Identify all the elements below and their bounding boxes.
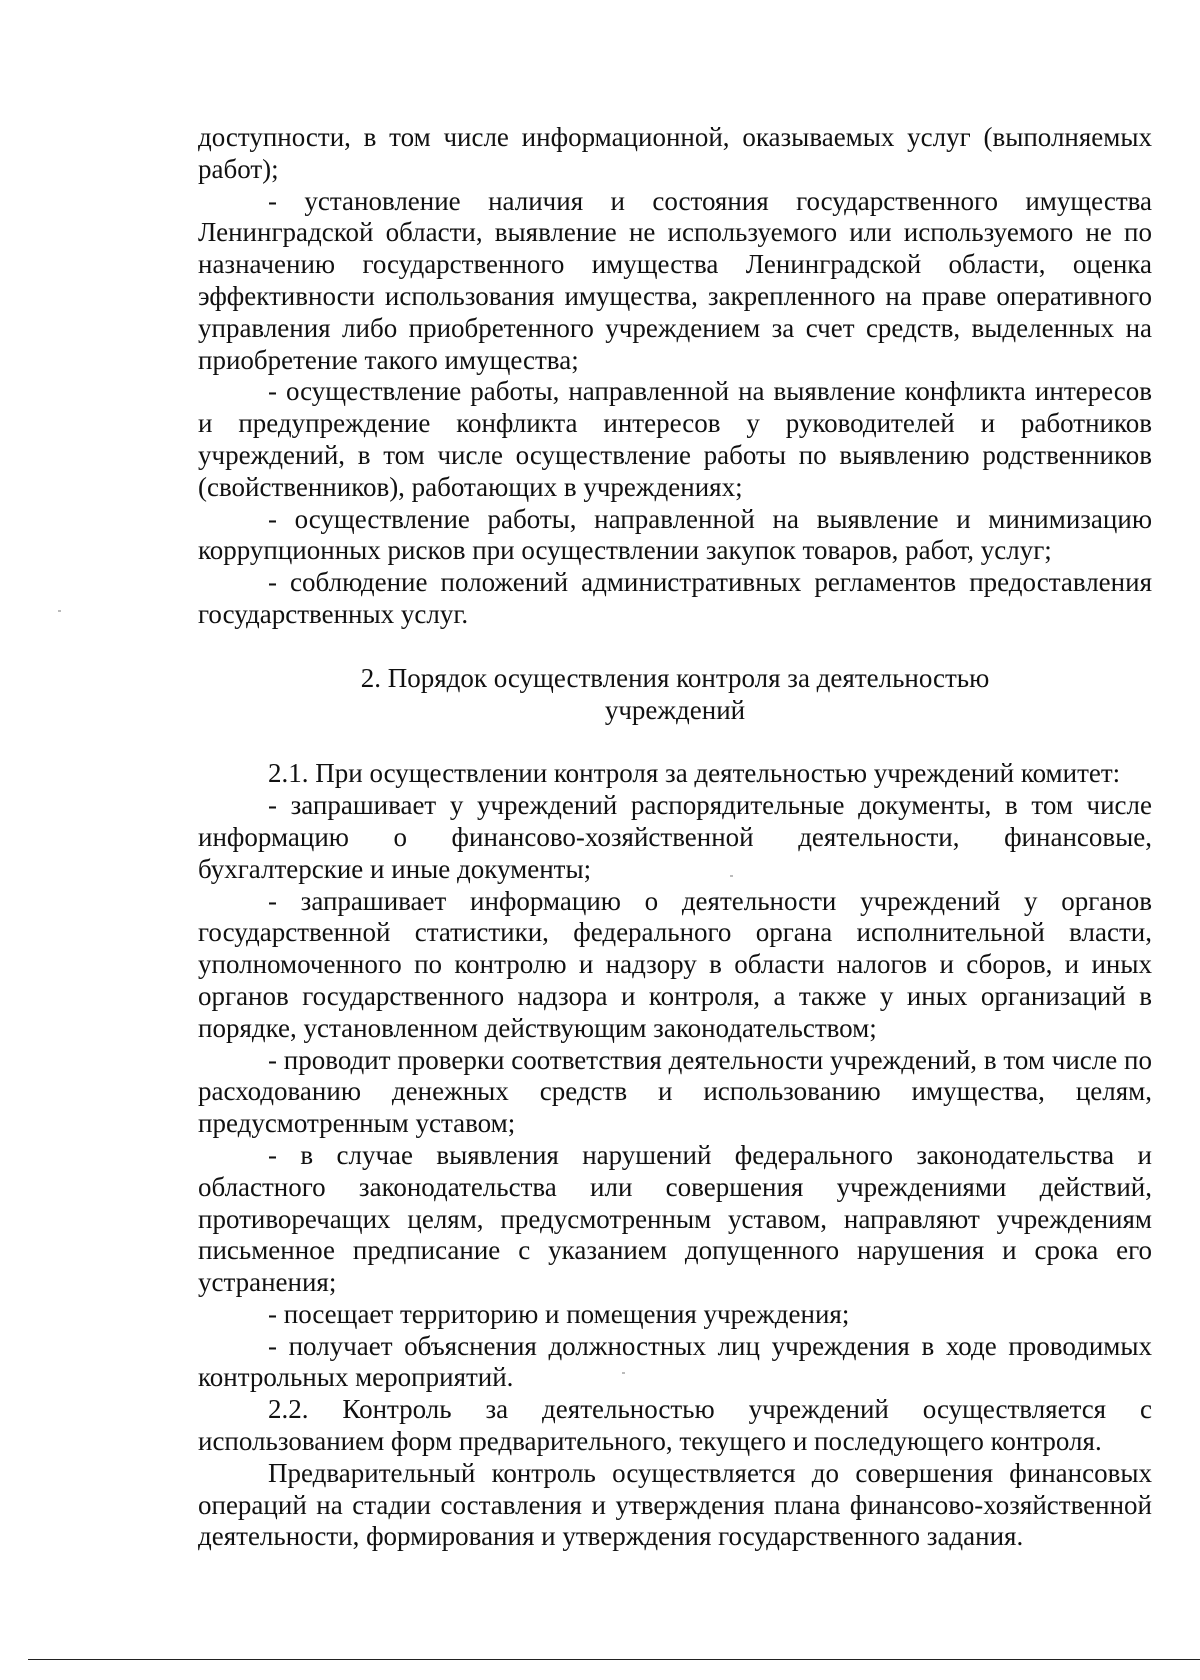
paragraph-administrative-regulations: - соблюдение положений административных регламентов предоставления государственных услуг.: [198, 567, 1152, 629]
scan-speck: [58, 610, 61, 612]
section-heading-line-2: учреждений: [604, 694, 746, 725]
document-body: [198, 122, 1152, 1553]
paragraph-2-1-intro: 2.1. При осуществлении контроля за деятельностью учреждений комитет:: [268, 758, 1121, 789]
paragraph-availability-continued: доступности, в том числе информационной, оказываемых услуг (выполняемых работ);: [198, 122, 1152, 184]
paragraph-conduct-inspections: - проводит проверки соответствия деятельности учреждений, в том числе по расходованию денежных средств и использованию имущества, целям, предусмотренным уставом;: [198, 1044, 1152, 1139]
paragraph-violations-order: - в случае выявления нарушений федерального законодательства и областного законодательства или совершения учреждениями действий, противоречащих целям, предусмотренным уставом, направляют учреждениям письменное предписание с указанием допущенного нарушения и срока его устранения;: [198, 1139, 1152, 1298]
paragraph-request-documents: - запрашивает у учреждений распорядительные документы, в том числе информацию о финансово-хозяйственной деятельности, финансовые, бухгалтерские и иные документы;: [198, 790, 1152, 884]
paragraph-request-information: - запрашивает информацию о деятельности учреждений у органов государственной статистики, федерального органа исполнительной власти, уполномоченного по контролю и надзору в области налогов и сборов, и иных органов государственного надзора и контроля, а также у иных организаций в порядке, установленном действующим законодательством;: [198, 885, 1152, 1043]
section-heading-line-1: 2. Порядок осуществления контроля за деятельностью: [360, 662, 990, 693]
paragraph-2-2-control-forms: 2.2. Контроль за деятельностью учреждений осуществляется с использованием форм предварительного, текущего и последующего контроля.: [198, 1394, 1152, 1457]
section-heading: [198, 663, 1152, 727]
paragraph-preliminary-control: Предварительный контроль осуществляется до совершения финансовых операций на стадии составления и утверждения плана финансово-хозяйственной деятельности, формирования и утверждения государственного задания.: [198, 1457, 1152, 1552]
scan-speck: [730, 875, 733, 877]
paragraph-visit-premises: - посещает территорию и помещения учреждения;: [268, 1298, 850, 1329]
paragraph-conflict-of-interest: - осуществление работы, направленной на выявление конфликта интересов и предупреждение конфликта интересов у руководителей и работников учреждений, в том числе осуществление работы по выявлению родственников (свойственников), работающих в учреждениях;: [198, 376, 1152, 502]
page-bottom-rule: [28, 1659, 1200, 1660]
scan-speck: [622, 1372, 625, 1374]
paragraph-explanations: - получает объяснения должностных лиц учреждения в ходе проводимых контрольных мероприятий.: [198, 1330, 1152, 1393]
paragraph-corruption-risks: - осуществление работы, направленной на выявление и минимизацию коррупционных рисков при осуществлении закупок товаров, работ, услуг;: [198, 503, 1152, 566]
paragraph-property-inventory: - установление наличия и состояния государственного имущества Ленинградской области, выявление не используемого или используемого не по назначению государственного имущества Ленинградской области, оценка эффективности использования имущества, закрепленного на праве оперативного управления либо приобретенного учреждением за счет средств, выделенных на приобретение такого имущества;: [198, 185, 1152, 375]
